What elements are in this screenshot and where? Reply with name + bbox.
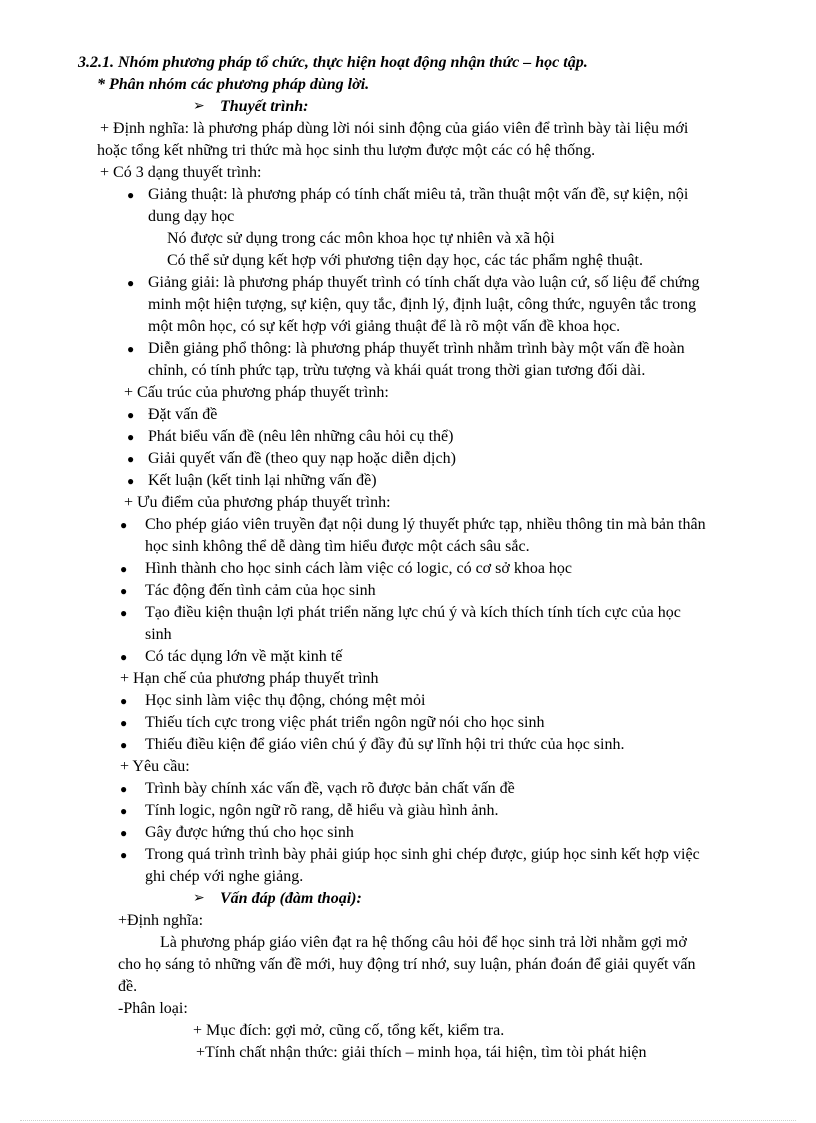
- section-heading: 3.2.1. Nhóm phương pháp tổ chức, thực hiện hoạt động nhận thức – học tập.: [78, 54, 588, 71]
- requirements-title: + Yêu cầu:: [120, 758, 190, 775]
- list-item-cont: Có thể sử dụng kết hợp với phương tiện dạy học, các tác phẩm nghệ thuật.: [167, 252, 643, 269]
- method-title-lecture: Thuyết trình:: [220, 98, 309, 115]
- list-item: Có tác dụng lớn về mặt kinh tế: [145, 648, 343, 665]
- bullet-icon: ●: [120, 738, 128, 752]
- definition-line: hoặc tổng kết những tri thức mà học sinh thu lượm được một các có hệ thống.: [97, 142, 596, 159]
- bullet-icon: ●: [127, 474, 135, 488]
- list-item-cont: sinh: [145, 626, 172, 643]
- bullet-icon: ●: [127, 276, 135, 290]
- classification-item: +Tính chất nhận thức: giải thích – minh họa, tái hiện, tìm tòi phát hiện: [196, 1044, 647, 1061]
- list-item: Trình bày chính xác vấn đề, vạch rõ được bản chất vấn đề: [145, 780, 515, 797]
- list-item-cont: ghi chép với nghe giảng.: [145, 868, 304, 885]
- paragraph-line: cho họ sáng tỏ những vấn đề mới, huy động trí nhớ, suy luận, phán đoán để giải quyết vấn: [118, 956, 696, 973]
- list-item: Trong quá trình trình bày phải giúp học sinh ghi chép được, giúp học sinh kết hợp việc: [145, 846, 700, 863]
- paragraph-line: đề.: [118, 978, 138, 995]
- list-item-cont: một môn học, có sự kết hợp với giảng thuật để là rõ một vấn đề khoa học.: [148, 318, 621, 335]
- list-item-cont: dung dạy học: [148, 208, 235, 225]
- list-item: Phát biểu vấn đề (nêu lên những câu hỏi cụ thể): [148, 428, 454, 445]
- list-item: Học sinh làm việc thụ động, chóng mệt mỏi: [145, 692, 426, 709]
- list-item-cont: minh một hiện tượng, sự kiện, quy tắc, định lý, định luật, công thức, nguyên tắc trong: [148, 296, 697, 313]
- method-title-dialogue: Vấn đáp (đàm thoại):: [220, 890, 362, 907]
- bullet-icon: ●: [127, 342, 135, 356]
- list-item: Giảng thuật: là phương pháp có tính chất miêu tả, trần thuật một vấn đề, sự kiện, nội: [148, 186, 689, 203]
- list-item: Diễn giảng phổ thông: là phương pháp thuyết trình nhằm trình bày một vấn đề hoàn: [148, 340, 685, 357]
- list-item-cont: Nó được sử dụng trong các môn khoa học tự nhiên và xã hội: [167, 230, 555, 247]
- page-bottom-divider: [20, 1120, 796, 1121]
- limitations-title: + Hạn chế của phương pháp thuyết trình: [120, 670, 379, 687]
- bullet-icon: ●: [120, 606, 128, 620]
- list-item: Cho phép giáo viên truyền đạt nội dung lý thuyết phức tạp, nhiều thông tin mà bản thân: [145, 516, 706, 533]
- list-item: Gây được hứng thú cho học sinh: [145, 824, 354, 841]
- bullet-icon: ●: [120, 650, 128, 664]
- bullet-icon: ●: [120, 826, 128, 840]
- bullet-icon: ●: [120, 782, 128, 796]
- definition-title: +Định nghĩa:: [118, 912, 204, 929]
- paragraph-line: Là phương pháp giáo viên đạt ra hệ thống câu hỏi để học sinh trả lời nhằm gợi mở: [160, 934, 687, 951]
- structure-title: + Cấu trúc của phương pháp thuyết trình:: [124, 384, 389, 401]
- classification-item: + Mục đích: gợi mở, cũng cố, tổng kết, kiểm tra.: [193, 1022, 505, 1039]
- list-item: Thiếu tích cực trong việc phát triển ngôn ngữ nói cho học sinh: [145, 714, 545, 731]
- list-item: Giải quyết vấn đề (theo quy nạp hoặc diễn dịch): [148, 450, 456, 467]
- definition-line: + Định nghĩa: là phương pháp dùng lời nói sinh động của giáo viên để trình bày tài liệu mới: [100, 120, 689, 137]
- list-item: Kết luận (kết tinh lại những vấn đề): [148, 472, 377, 489]
- classification-title: -Phân loại:: [118, 1000, 188, 1017]
- bullet-icon: ●: [120, 562, 128, 576]
- list-item: Hình thành cho học sinh cách làm việc có logic, có cơ sở khoa học: [145, 560, 573, 577]
- bullet-icon: ●: [120, 848, 128, 862]
- bullet-icon: ●: [120, 694, 128, 708]
- bullet-icon: ●: [120, 804, 128, 818]
- arrow-bullet-icon: ➢: [193, 891, 205, 906]
- bullet-icon: ●: [120, 518, 128, 532]
- list-item-cont: học sinh không thể dễ dàng tìm hiểu được một cách sâu sắc.: [145, 538, 530, 555]
- bullet-icon: ●: [120, 716, 128, 730]
- list-item: Tạo điều kiện thuận lợi phát triển năng lực chú ý và kích thích tính tích cực của học: [145, 604, 681, 621]
- bullet-icon: ●: [127, 452, 135, 466]
- list-item: Thiếu điều kiện để giáo viên chú ý đầy đủ sự lĩnh hội tri thức của học sinh.: [145, 736, 625, 753]
- bullet-icon: ●: [127, 188, 135, 202]
- types-title: + Có 3 dạng thuyết trình:: [100, 164, 262, 181]
- advantages-title: + Ưu điểm của phương pháp thuyết trình:: [124, 494, 391, 511]
- bullet-icon: ●: [120, 584, 128, 598]
- list-item: Giảng giải: là phương pháp thuyết trình có tính chất dựa vào luận cứ, số liệu để chứng: [148, 274, 700, 291]
- bullet-icon: ●: [127, 430, 135, 444]
- bullet-icon: ●: [127, 408, 135, 422]
- list-item-cont: chỉnh, có tính phức tạp, trừu tượng và khái quát trong thời gian tương đối dài.: [148, 362, 646, 379]
- arrow-bullet-icon: ➢: [193, 99, 205, 114]
- list-item: Tác động đến tình cảm của học sinh: [145, 582, 376, 599]
- subheading: * Phân nhóm các phương pháp dùng lời.: [97, 76, 370, 93]
- list-item: Tính logic, ngôn ngữ rõ rang, dễ hiểu và giàu hình ảnh.: [145, 802, 499, 819]
- list-item: Đặt vấn đề: [148, 406, 218, 423]
